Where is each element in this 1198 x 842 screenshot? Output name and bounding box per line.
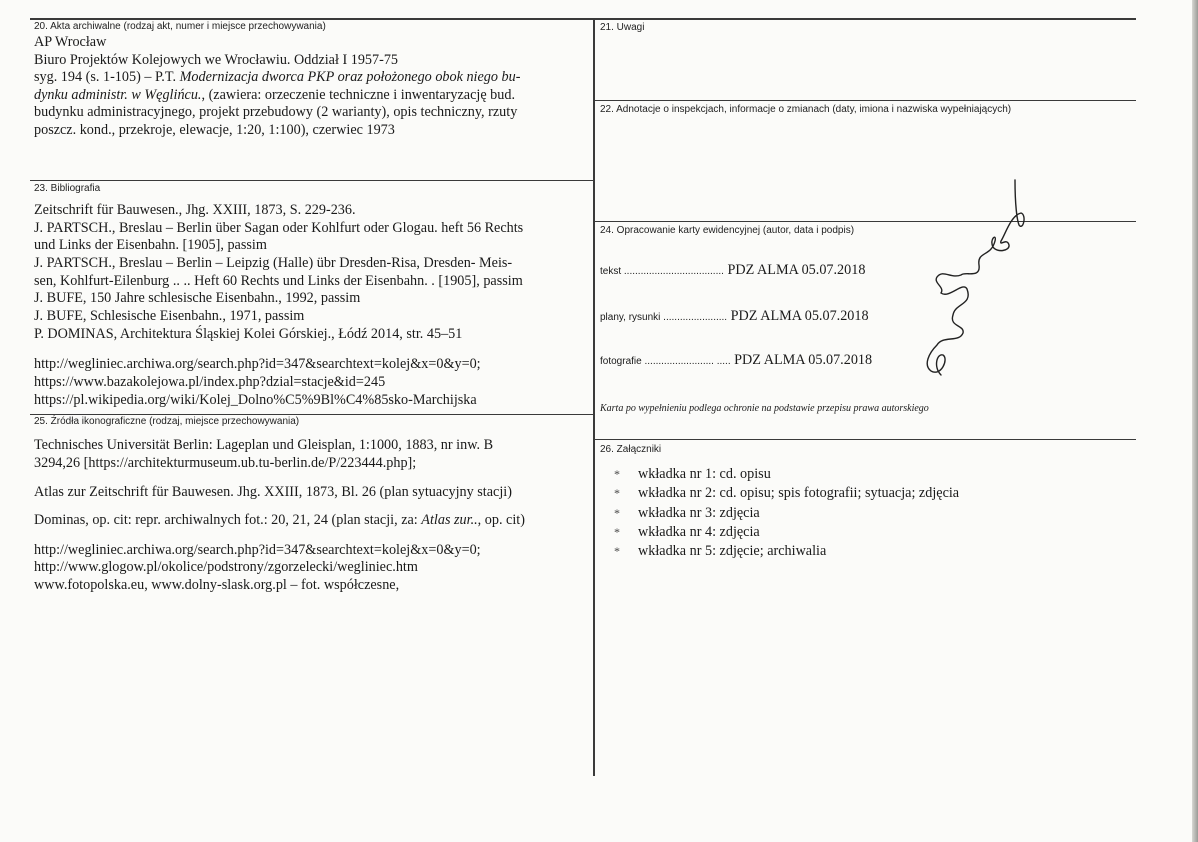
author-row-value: PDZ ALMA 05.07.2018 [723,262,866,278]
author-row-dots: ....................... [660,312,728,323]
attachment-item [614,542,959,561]
section-20-contents-line-3: poszcz. kond., przekroje, elewacje, 1:20, 1:100), czerwiec 1973 [34,122,395,138]
author-row-photos [600,352,872,371]
bibliography-entry: sen, Kohlfurt-Eilenburg .. .. Heft 60 Rechts und Links der Eisenbahn. . [1905], passim [34,273,523,289]
bibliography-link: http://wegliniec.archiwa.org/search.php?id=347&searchtext=kolej&x=0&y=0; [34,356,481,372]
source-entry-dominas [34,512,525,530]
attachment-item [614,504,959,523]
bibliography-link: https://pl.wikipedia.org/wiki/Kolej_Dolno%C5%9Bl%C4%85sko-Marchijska [34,392,477,408]
source-entry-dominas-end: , op. cit) [477,512,525,528]
section-26-header: 26. Załączniki [600,444,662,455]
section-22-header: 22. Adnotacje o inspekcjach, informacje o zmianach (daty, imiona i nazwiska wypełniających) [600,104,1012,115]
section-25-header: 25. Źródła ikonograficzne (rodzaj, miejsce przechowywania) [34,416,300,427]
bibliography-entry: und Links der Eisenbahn. [1905], passim [34,237,267,253]
section-20-contents-line-2: budynku administracyjnego, projekt przebudowy (2 warianty), opis techniczny, rzuty [34,104,518,120]
rule-right-sec24 [594,221,1136,222]
rule-right-sec26 [594,439,1136,440]
section-21-header: 21. Uwagi [600,22,645,33]
author-row-dots: ......................... ..... [641,356,731,367]
author-row-plans [600,308,869,327]
author-row-dots: .................................... [621,266,724,277]
attachment-label: wkładka nr 3: zdjęcia [638,504,760,521]
top-rule [30,18,1136,20]
section-24-header: 24. Opracowanie karty ewidencyjnej (autor, data i podpis) [600,225,855,236]
bibliography-entry: J. PARTSCH., Breslau – Berlin über Sagan oder Kohlfurt oder Glogau. heft 56 Rechts [34,220,524,236]
bibliography-entry: J. BUFE, Schlesische Eisenbahn., 1971, passim [34,308,305,324]
bibliography-entry: J. BUFE, 150 Jahre schlesische Eisenbahn., 1992, passim [34,290,361,306]
section-20-sig-plain: syg. 194 (s. 1-105) – P.T. [34,69,180,85]
attachment-label: wkładka nr 2: cd. opisu; spis fotografii; sytuacja; zdjęcia [638,485,960,502]
attachment-label: wkładka nr 4: zdjęcia [638,523,760,540]
author-row-value: PDZ ALMA 05.07.2018 [730,352,873,368]
rule-right-sec22 [594,100,1136,101]
author-row-label: plany, rysunki [600,312,661,323]
bullet-icon: * [614,505,620,520]
attachment-item [614,465,959,484]
section-20-signature-line [34,69,520,87]
source-link: www.fotopolska.eu, www.dolny-slask.org.pl – fot. współczesne, [34,577,400,593]
source-entry-tu-berlin-ref: 3294,26 [https://architekturmuseum.ub.tu-berlin.de/P/223444.php]; [34,455,417,471]
source-entry-dominas-text: Dominas, op. cit: repr. archiwalnych fot.: 20, 21, 24 (plan stacji, za: [34,512,422,528]
section-20-contents: , (zawiera: orzeczenie techniczne i inwentaryzację bud. [201,87,515,103]
bullet-icon: * [614,467,620,481]
section-23-header: 23. Bibliografia [34,183,101,194]
section-20-header: 20. Akta archiwalne (rodzaj akt, numer i miejsce przechowywania) [34,21,326,32]
attachments-list [614,465,959,561]
section-20-title-italic-end: dynku administr. w Węglińcu. [34,87,202,103]
bullet-icon: * [614,544,620,559]
attachment-label: wkładka nr 1: cd. opisu [638,466,771,482]
bullet-icon: * [614,524,620,539]
source-link: http://wegliniec.archiwa.org/search.php?id=347&searchtext=kolej&x=0&y=0; [34,542,481,558]
bibliography-entry: Zeitschrift für Bauwesen., Jhg. XXIII, 1873, S. 229-236. [34,202,356,218]
author-row-text [600,262,865,281]
source-link: http://www.glogow.pl/okolice/podstrony/zgorzelecki/wegliniec.htm [34,559,418,575]
source-entry-atlas: Atlas zur Zeitschrift für Bauwesen. Jhg. XXIII, 1873, Bl. 26 (plan sytuacyjny stacji) [34,484,512,500]
bullet-icon: * [614,486,620,501]
source-entry-dominas-italic: Atlas zur.. [421,512,478,528]
column-divider [593,18,595,776]
attachment-label: wkładka nr 5: zdjęcie; archiwalia [638,543,827,560]
rule-left-sec23 [30,180,594,181]
bibliography-link: https://www.bazakolejowa.pl/index.php?dzial=stacje&id=245 [34,374,386,390]
section-20-title-continued [34,87,515,105]
section-20-title-italic: Modernizacja dworca PKP oraz położonego obok niego bu- [179,69,521,85]
bibliography-entry: J. PARTSCH., Breslau – Berlin – Leipzig (Halle) übr Dresden-Risa, Dresden- Meis- [34,255,513,271]
author-row-label: fotografie [600,356,642,367]
section-20-office: Biuro Projektów Kolejowych we Wrocławiu. Oddział I 1957-75 [34,52,399,68]
author-row-value: PDZ ALMA 05.07.2018 [727,308,869,324]
handwritten-signature [915,175,1035,395]
attachment-item [614,484,959,503]
copyright-note: Karta po wypełnieniu podlega ochronie na podstawie przepisu prawa autorskiego [600,403,929,414]
scan-edge-shadow [1192,0,1198,842]
attachment-item [614,523,959,542]
author-row-label: tekst [600,266,622,277]
rule-left-sec25 [30,414,594,415]
source-entry-tu-berlin: Technisches Universität Berlin: Lageplan und Gleisplan, 1:1000, 1883, nr inw. B [34,437,494,453]
section-20-archive: AP Wrocław [34,34,107,50]
bibliography-entry: P. DOMINAS, Architektura Śląskiej Kolei Górskiej., Łódź 2014, str. 45–51 [34,326,463,342]
